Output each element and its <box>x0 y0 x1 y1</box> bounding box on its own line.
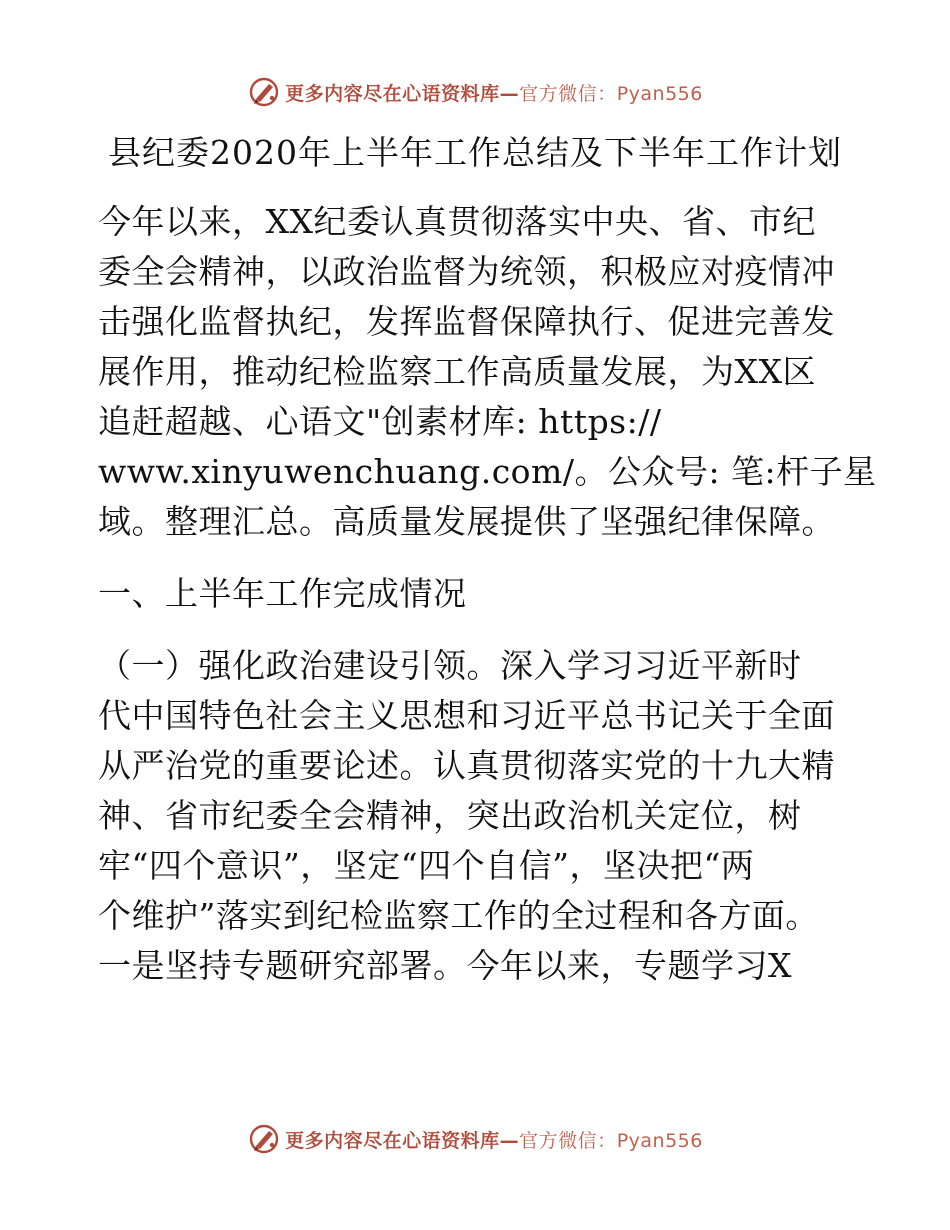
header-banner <box>0 72 950 112</box>
text-line: www.xinyuwenchuang.com/。公众号: 笔:杆子星 <box>98 452 877 491</box>
text-line: 委全会精神，以政治监督为统领，积极应对疫情冲 <box>98 252 835 291</box>
text-line: 一是坚持专题研究部署。今年以来，专题学习X <box>98 946 792 985</box>
writing-hand-logo-icon <box>247 75 281 109</box>
banner-text: 更多内容尽在心语资料库—官方微信：Pyan556 <box>285 82 703 105</box>
text-line: 个维护”落实到纪检监察工作的全过程和各方面。 <box>98 896 819 935</box>
section-heading: 一、上半年工作完成情况 <box>98 574 467 613</box>
text-line: 今年以来，XX纪委认真贯彻落实中央、省、市纪 <box>98 202 816 241</box>
footer-banner <box>0 1119 950 1159</box>
text-line: 神、省市纪委全会精神，突出政治机关定位，树 <box>98 796 802 835</box>
text-line: 域。整理汇总。高质量发展提供了坚强纪律保障。 <box>98 502 835 541</box>
text-line: 牢“四个意识”，坚定“四个自信”，坚决把“两 <box>98 846 755 885</box>
text-line: （一）强化政治建设引领。深入学习习近平新时 <box>98 646 802 685</box>
section-paragraph <box>98 641 868 991</box>
writing-hand-logo-icon <box>247 1122 281 1156</box>
banner-text: 更多内容尽在心语资料库—官方微信：Pyan556 <box>285 1129 703 1152</box>
document-title: 县纪委2020年上半年工作总结及下半年工作计划 <box>108 133 842 172</box>
text-line: 追赶超越、心语文"创素材库: https:// <box>98 402 662 441</box>
text-line: 从严治党的重要论述。认真贯彻落实党的十九大精 <box>98 746 835 785</box>
text-line: 展作用，推动纪检监察工作高质量发展，为XX区 <box>98 352 816 391</box>
intro-paragraph <box>98 197 877 547</box>
text-line: 击强化监督执纪，发挥监督保障执行、促进完善发 <box>98 302 835 341</box>
document-body <box>98 197 877 991</box>
text-line: 代中国特色社会主义思想和习近平总书记关于全面 <box>98 696 835 735</box>
